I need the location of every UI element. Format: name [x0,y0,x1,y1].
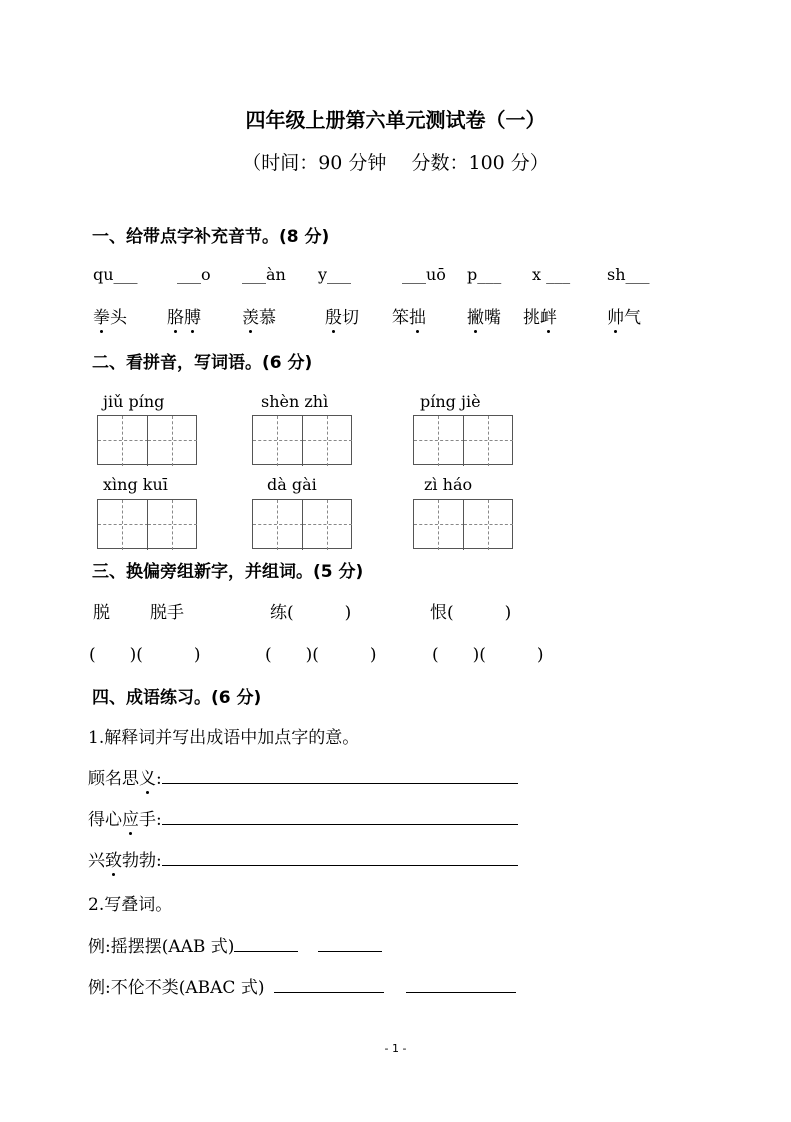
word-1 [93,303,127,328]
word-pre: 笨 [392,308,409,328]
writing-grid[interactable] [97,499,197,549]
answer-blanks-1[interactable]: ( )( ) [89,645,201,665]
word-rest: 慕 [259,308,276,328]
section-2-heading: 二、看拼音，写词语。(6 分) [92,353,313,373]
example-char: 脱 [93,603,110,623]
answer-line[interactable] [162,767,518,784]
pinyin-label: píng jiè [420,392,481,411]
answer-line[interactable] [318,935,382,952]
word-pre: 挑 [523,308,540,328]
writing-grid[interactable] [413,499,513,549]
word-rest: 头 [110,308,127,328]
dotted-char: 胳 [167,303,184,328]
answer-line[interactable] [234,935,298,952]
answer-blanks-3[interactable]: ( )( ) [432,645,544,665]
answer-line[interactable] [274,976,384,993]
idiom-label: 得心应手: [88,810,162,830]
writing-grid[interactable] [252,499,352,549]
pinyin-label: jiǔ píng [103,392,165,411]
word-7 [523,303,557,328]
page-number: - 1 - [384,1042,407,1055]
question-2: 2.写叠词。 [88,895,173,915]
pinyin-blank-3: ___àn [242,265,286,284]
pinyin-blank-8: sh___ [607,265,650,284]
pinyin-blank-6: p___ [467,265,502,284]
dotted-char: 羡 [242,303,259,328]
radical-item-2[interactable]: 练( ) [270,603,352,623]
example-word: 脱手 [150,603,184,623]
word-rest: 切 [342,308,359,328]
writing-grid[interactable] [252,415,352,465]
dotted-char: 殷 [325,303,342,328]
word-8 [607,303,641,328]
pinyin-label: xìng kuī [103,475,168,494]
dotted-char: 衅 [540,303,557,328]
writing-grid[interactable] [97,415,197,465]
idiom-label: 兴致勃勃: [88,851,162,871]
question-1: 1.解释词并写出成语中加点字的意。 [88,728,360,748]
example-label: 例:不伦不类(ABAC 式) [88,978,265,998]
dotted-char: 帅 [607,303,624,328]
pinyin-label: shèn zhì [261,392,329,411]
idiom-line-1 [88,764,518,789]
answer-line[interactable] [406,976,516,993]
example-aab [88,932,382,957]
idiom-label: 顾名思义: [88,769,162,789]
page-subtitle: （时间：90 分钟 分数：100 分） [242,152,549,174]
word-2 [167,303,201,328]
pinyin-blank-4: y___ [318,265,352,284]
page-title: 四年级上册第六单元测试卷（一） [245,108,546,132]
answer-blanks-2[interactable]: ( )( ) [265,645,377,665]
word-3 [242,303,276,328]
example-label: 例:摇摆摆(AAB 式) [88,937,235,957]
answer-line[interactable] [162,808,518,825]
radical-item-3[interactable]: 恨( ) [430,603,512,623]
word-rest: 膊 [184,303,201,328]
section-4-heading: 四、成语练习。(6 分) [92,688,262,708]
writing-grid[interactable] [413,415,513,465]
word-5 [392,303,426,328]
pinyin-label: dà gài [267,475,317,494]
dotted-char: 拙 [409,303,426,328]
dotted-char: 拳 [93,303,110,328]
idiom-line-3 [88,846,518,871]
word-4 [325,303,359,328]
answer-line[interactable] [162,849,518,866]
dotted-char: 撇 [467,303,484,328]
word-rest: 嘴 [484,308,501,328]
example-abac [88,973,516,998]
section-3-heading: 三、换偏旁组新字，并组词。(5 分) [92,562,364,582]
pinyin-blank-7: x ___ [532,265,571,284]
pinyin-label: zì háo [424,475,473,494]
pinyin-blank-1: qu___ [93,265,138,284]
section-1-heading: 一、给带点字补充音节。(8 分) [92,227,330,247]
word-6 [467,303,501,328]
word-rest: 气 [624,308,641,328]
pinyin-blank-5: ___uō [402,265,446,284]
idiom-line-2 [88,805,518,830]
pinyin-blank-2: ___o [177,265,211,284]
